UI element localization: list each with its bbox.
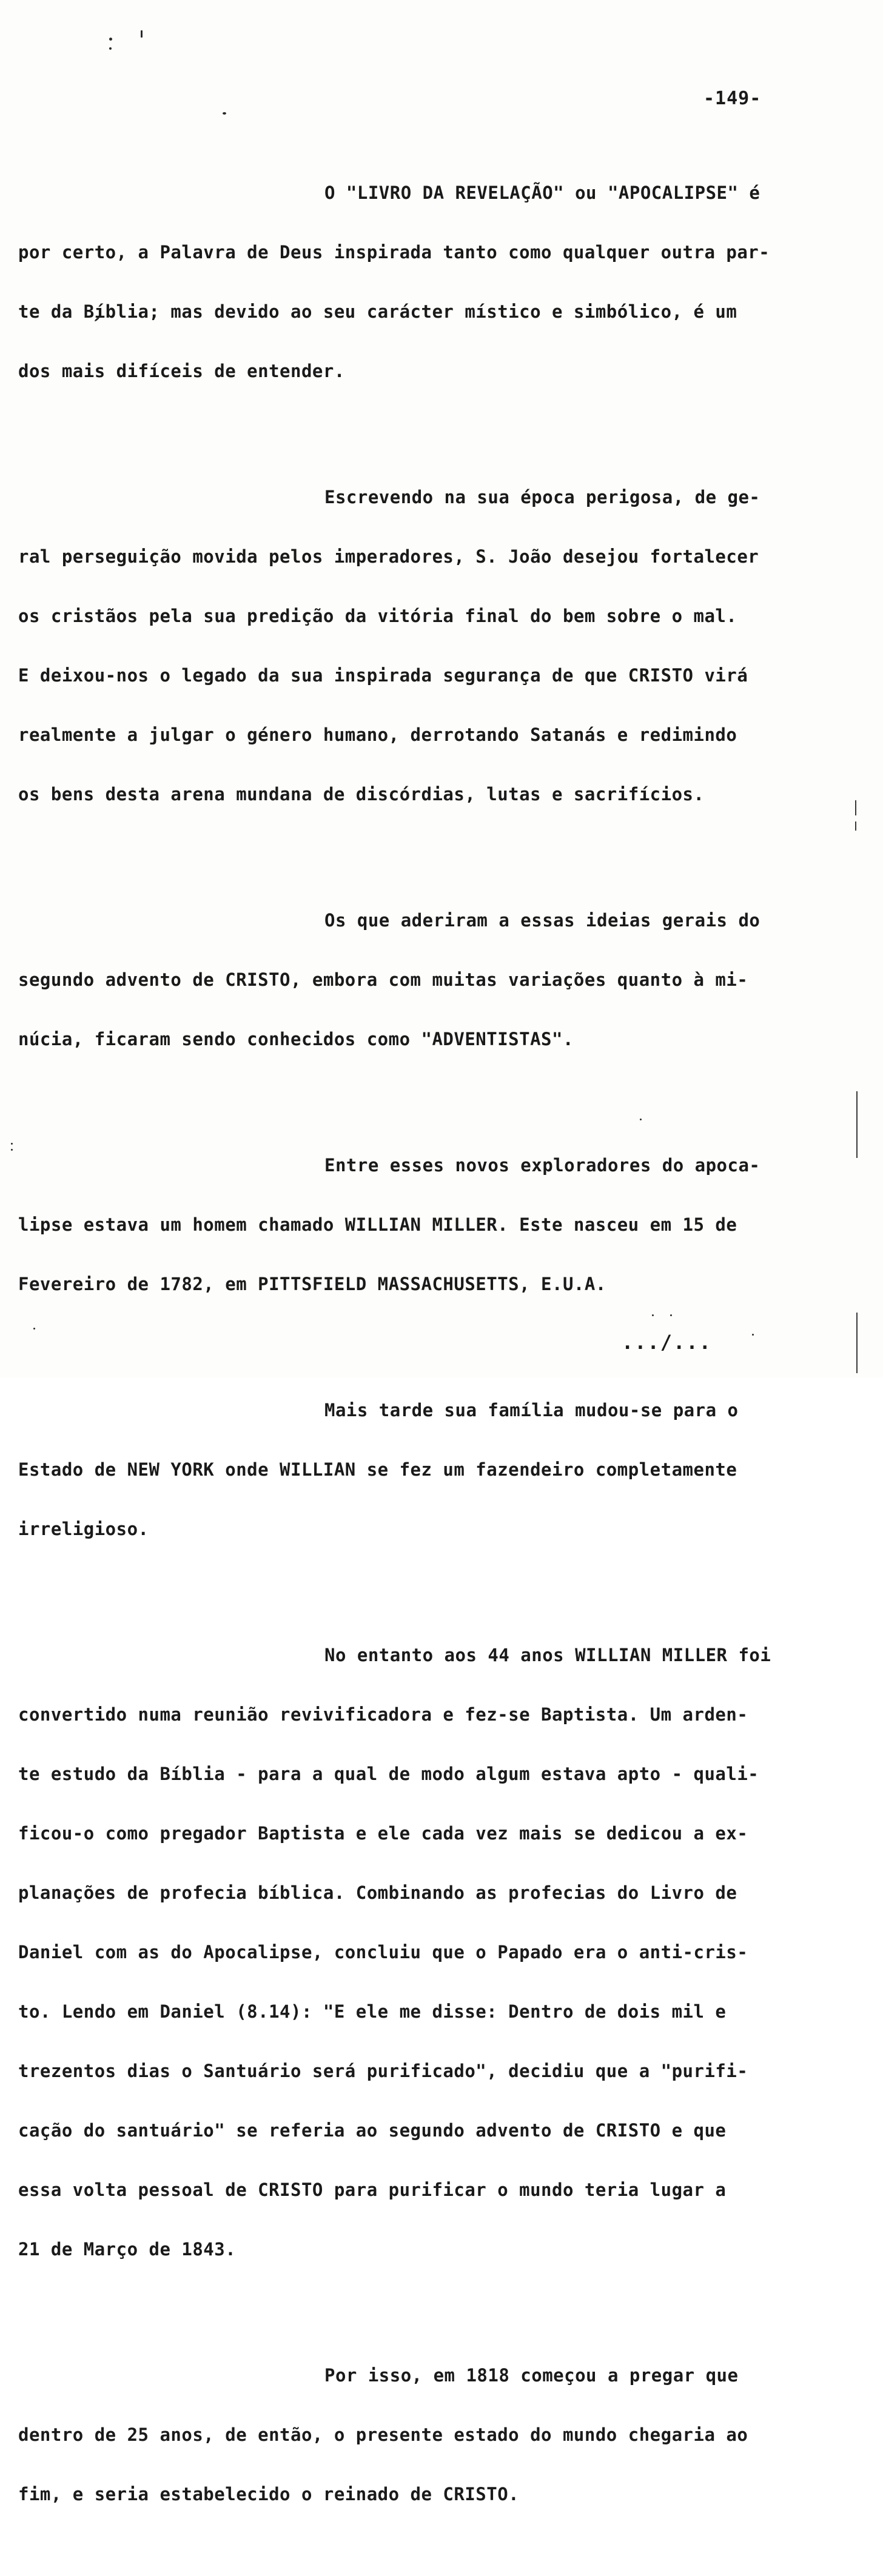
paragraph-conversion xyxy=(18,1611,801,2294)
text-line: dentro de 25 anos, de então, o presente estado do mundo chegaria ao xyxy=(18,2424,748,2445)
scan-margin-line xyxy=(855,800,856,815)
paragraph-willian-miller xyxy=(18,1121,801,1329)
text-line: Escrevendo na sua época perigosa, de ge- xyxy=(324,487,760,507)
text-line: Daniel com as do Apocalipse, concluiu que o Papado era o anti-cris- xyxy=(18,1942,748,1962)
text-line: fim, e seria estabelecido o reinado de CRISTO. xyxy=(18,2484,520,2504)
text-line: os cristãos pela sua predição da vitória final do bem sobre o mal. xyxy=(18,606,737,626)
paragraph-sao-joao xyxy=(18,453,801,839)
scan-speck xyxy=(109,38,112,41)
text-line: ficou-o como pregador Baptista e ele cada vez mais se dedicou a ex- xyxy=(18,1823,748,1844)
scan-speck xyxy=(109,47,112,50)
text-line: Entre esses novos exploradores do apoca- xyxy=(324,1155,760,1176)
page-number: -149- xyxy=(703,88,762,109)
text-line: te estudo da Bíblia - para a qual de modo algum estava apto - quali- xyxy=(18,1764,759,1784)
text-line: 21 de Março de 1843. xyxy=(18,2239,237,2260)
text-line: dos mais difíceis de entender. xyxy=(18,361,345,381)
text-line: to. Lendo em Daniel (8.14): "E ele me disse: Dentro de dois mil e xyxy=(18,2001,727,2022)
text-line: irreligioso. xyxy=(18,1519,149,1539)
text-line: planações de profecia bíblica. Combinando as profecias do Livro de xyxy=(18,1882,737,1903)
text-line: Mais tarde sua família mudou-se para o xyxy=(324,1400,739,1420)
text-line: lipse estava um homem chamado WILLIAN MILLER. Este nasceu em 15 de xyxy=(18,1214,737,1235)
text-line: segundo advento de CRISTO, embora com muitas variações quanto à mi- xyxy=(18,969,748,990)
scan-speck xyxy=(11,1149,13,1151)
text-line: núcia, ficaram sendo conhecidos como "ADVENTISTAS". xyxy=(18,1029,574,1049)
scan-speck xyxy=(11,1143,13,1145)
text-line: Por isso, em 1818 começou a pregar que xyxy=(324,2365,739,2386)
text-line: O "LIVRO DA REVELAÇÃO" ou "APOCALIPSE" é xyxy=(324,182,760,203)
scan-margin-line xyxy=(855,821,856,831)
text-line: Os que aderiram a essas ideias gerais do xyxy=(324,910,760,931)
text-line: Fevereiro de 1782, em PITTSFIELD MASSACHUSETTS, E.U.A. xyxy=(18,1274,606,1294)
text-line: os bens desta arena mundana de discórdias, lutas e sacrifícios. xyxy=(18,784,705,805)
paragraph-new-york xyxy=(18,1366,801,1574)
text-line: convertido numa reunião revivificadora e fez-se Baptista. Um arden- xyxy=(18,1704,748,1725)
text-line: ral perseguição movida pelos imperadores, S. João desejou fortalecer xyxy=(18,546,759,567)
text-line: essa volta pessoal de CRISTO para purificar o mundo teria lugar a xyxy=(18,2180,727,2200)
text-line: te da Bíblia; mas devido ao seu carácter místico e simbólico, é um xyxy=(18,301,737,322)
text-line: No entanto aos 44 anos WILLIAN MILLER foi xyxy=(324,1645,771,1665)
paragraph-apocalipse-intro xyxy=(18,149,801,416)
text-line: Estado de NEW YORK onde WILLIAN se fez um fazendeiro completamente xyxy=(18,1459,737,1480)
text-line: realmente a julgar o género humano, derrotando Satanás e redimindo xyxy=(18,724,737,745)
text-line: por certo, a Palavra de Deus inspirada tanto como qualquer outra par- xyxy=(18,242,770,263)
text-line: E deixou-nos o legado da sua inspirada segurança de que CRISTO virá xyxy=(18,665,748,686)
text-line: cação do santuário" se referia ao segundo advento de CRISTO e que xyxy=(18,2120,727,2141)
scan-speck xyxy=(141,30,143,38)
paragraph-adventistas xyxy=(18,876,801,1084)
text-line: trezentos dias o Santuário será purificado", decidiu que a "purifi- xyxy=(18,2061,748,2081)
continuation-mark: .../... xyxy=(622,1331,712,1354)
scan-margin-line xyxy=(856,1091,858,1158)
paragraph-1818 xyxy=(18,2331,801,2539)
body-text xyxy=(18,149,801,2576)
scan-margin-line xyxy=(856,1313,858,1373)
scan-speck xyxy=(223,112,226,115)
